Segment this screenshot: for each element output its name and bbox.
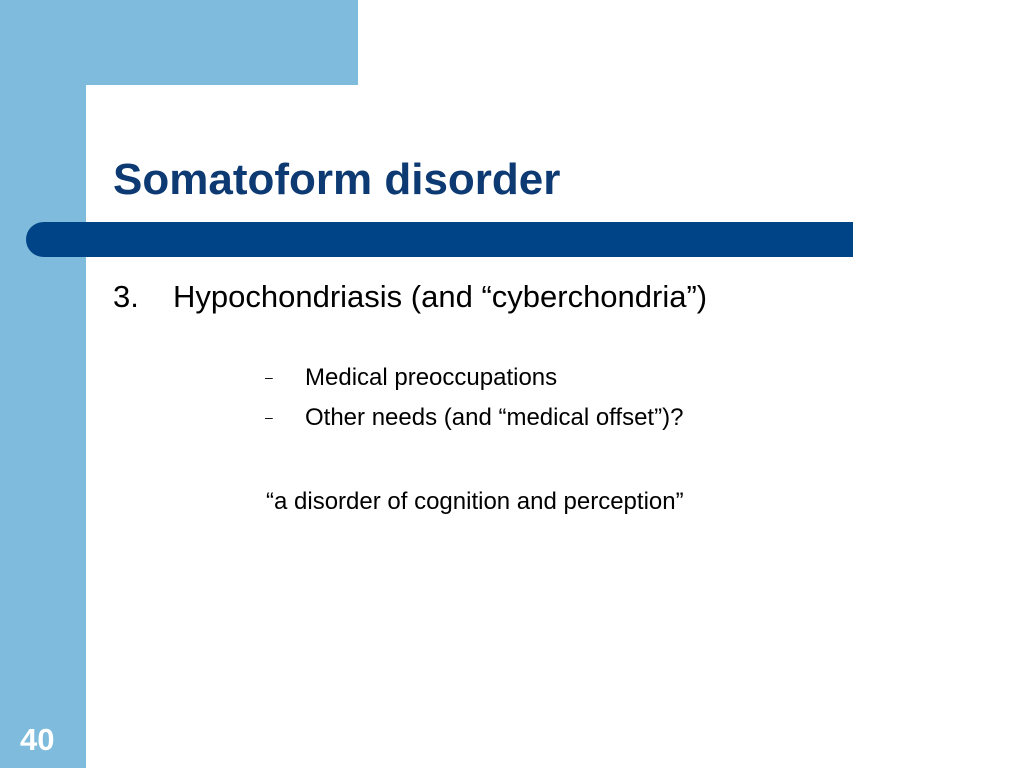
list-item (265, 404, 683, 444)
left-accent-band (0, 0, 86, 768)
title-underline-bar (26, 222, 853, 257)
list-item-text: Other needs (and “medical offset”)? (305, 404, 684, 431)
slide-title: Somatoform disorder (113, 155, 561, 204)
point-number: 3. (113, 279, 139, 314)
list-item (265, 364, 683, 404)
top-accent-band (0, 0, 358, 85)
slide-number: 40 (20, 722, 55, 757)
numbered-point (113, 278, 707, 316)
sub-bullet-list (265, 364, 683, 444)
dash-bullet: – (265, 368, 273, 385)
dash-bullet: – (265, 408, 273, 425)
point-text: Hypochondriasis (and “cyberchondria”) (173, 279, 708, 314)
list-item-text: Medical preoccupations (305, 364, 558, 391)
quote-text: “a disorder of cognition and perception” (266, 488, 684, 515)
